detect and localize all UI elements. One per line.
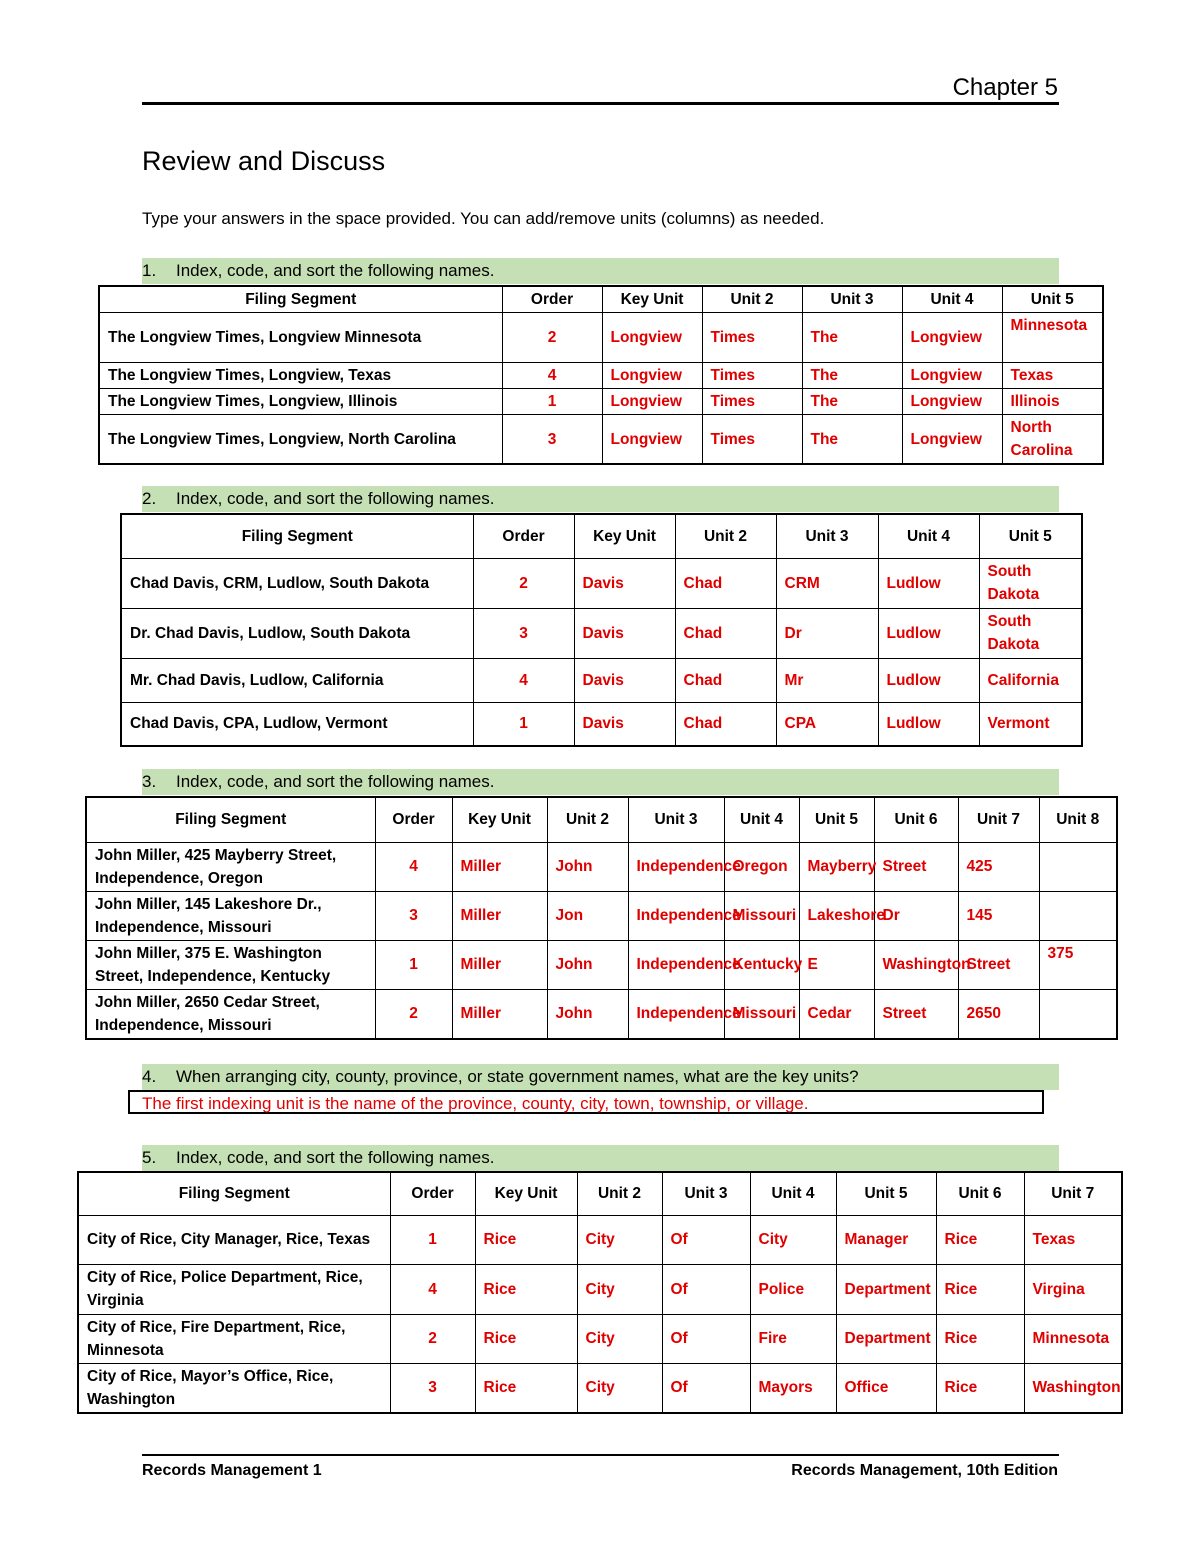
unit-cell[interactable]: Longview [602,363,702,389]
unit-cell[interactable]: Street [874,842,958,891]
unit-cell[interactable]: 375 [1039,940,1117,989]
unit-cell[interactable]: South Dakota [979,608,1082,658]
unit-cell[interactable]: Washington [1024,1363,1122,1413]
unit-cell[interactable]: City [577,1215,662,1264]
unit-cell[interactable]: Manager [836,1215,936,1264]
question-2-table [120,513,1083,747]
order-cell[interactable]: 3 [502,415,602,465]
order-cell[interactable]: 4 [390,1264,475,1314]
column-header: Key Unit [452,797,547,842]
filing-segment-cell: The Longview Times, Longview, Texas [99,363,502,389]
table-header-row [78,1172,1122,1215]
column-header: Unit 6 [874,797,958,842]
unit-cell[interactable]: Davis [574,658,675,702]
unit-cell[interactable] [1039,989,1117,1039]
column-header: Order [473,514,574,558]
unit-cell[interactable]: Missouri [724,989,799,1039]
filing-segment-cell: Chad Davis, CRM, Ludlow, South Dakota [121,558,473,608]
column-header: Unit 2 [675,514,776,558]
question-1-bar [142,258,1059,284]
page-title: Review and Discuss [142,146,386,176]
unit-cell[interactable]: Mayors [750,1363,836,1413]
chapter-label: Chapter 5 [952,74,1058,101]
column-header: Unit 4 [878,514,979,558]
unit-cell[interactable]: Rice [936,1314,1024,1363]
unit-cell[interactable]: City [577,1264,662,1314]
filing-segment-cell: Dr. Chad Davis, Ludlow, South Dakota [121,608,473,658]
unit-cell[interactable]: Of [662,1215,750,1264]
filing-segment-cell: Mr. Chad Davis, Ludlow, California [121,658,473,702]
order-cell[interactable]: 3 [473,608,574,658]
question-4-bar [142,1064,1059,1090]
order-cell[interactable]: 4 [502,363,602,389]
order-cell[interactable]: 2 [473,558,574,608]
table-row [99,313,1103,363]
filing-segment-cell: The Longview Times, Longview, Illinois [99,389,502,415]
unit-cell[interactable]: Of [662,1314,750,1363]
unit-cell[interactable]: 145 [958,891,1039,940]
unit-cell[interactable]: Texas [1002,363,1103,389]
question-3-table [85,796,1118,1040]
column-header: Unit 3 [802,286,902,313]
question-number: 5. [142,1148,157,1167]
table-row [86,891,1117,940]
filing-segment-cell: Chad Davis, CPA, Ludlow, Vermont [121,702,473,746]
order-cell[interactable]: 3 [375,891,452,940]
filing-segment-cell: City of Rice, Mayor’s Office, Rice, Washington [78,1363,390,1413]
unit-cell[interactable]: Fire [750,1314,836,1363]
unit-cell[interactable]: Of [662,1264,750,1314]
column-header: Order [502,286,602,313]
unit-cell[interactable]: The [802,389,902,415]
table-row [78,1215,1122,1264]
question-2-bar [142,486,1059,512]
question-prompt: Index, code, and sort the following names. [176,261,495,280]
unit-cell[interactable]: Miller [452,940,547,989]
filing-segment-cell: John Miller, 425 Mayberry Street, Independence, Oregon [86,842,375,891]
question-number: 2. [142,489,157,508]
unit-cell[interactable]: Lakeshore [799,891,874,940]
column-header: Unit 2 [577,1172,662,1215]
filing-segment-cell: City of Rice, Fire Department, Rice, Minnesota [78,1314,390,1363]
filing-segment-cell: The Longview Times, Longview Minnesota [99,313,502,363]
question-number: 1. [142,261,157,280]
footer-rule [142,1454,1059,1456]
column-header: Unit 4 [724,797,799,842]
column-header: Filing Segment [99,286,502,313]
unit-cell[interactable]: The [802,313,902,363]
table-row [78,1363,1122,1413]
unit-cell[interactable]: California [979,658,1082,702]
column-header: Unit 5 [979,514,1082,558]
unit-cell[interactable]: Rice [475,1264,577,1314]
column-header: Unit 2 [547,797,628,842]
unit-cell[interactable]: Minnesota [1002,313,1103,363]
column-header: Unit 6 [936,1172,1024,1215]
unit-cell[interactable]: Minnesota [1024,1314,1122,1363]
question-5-table [77,1171,1123,1414]
unit-cell[interactable]: CPA [776,702,878,746]
unit-cell[interactable]: Chad [675,608,776,658]
table-row [86,842,1117,891]
unit-cell[interactable]: Missouri [724,891,799,940]
unit-cell[interactable]: Independence [628,891,724,940]
question-prompt: Index, code, and sort the following names. [176,1148,495,1167]
unit-cell[interactable]: Department [836,1264,936,1314]
unit-cell[interactable]: Rice [475,1314,577,1363]
question-3-bar [142,769,1059,795]
footer-left: Records Management 1 [142,1462,322,1479]
table-row [86,989,1117,1039]
unit-cell[interactable]: Independence [628,989,724,1039]
table-row [121,608,1082,658]
column-header: Unit 5 [836,1172,936,1215]
unit-cell[interactable]: Longview [902,363,1002,389]
unit-cell[interactable]: Of [662,1363,750,1413]
unit-cell[interactable]: Ludlow [878,702,979,746]
column-header: Key Unit [475,1172,577,1215]
unit-cell[interactable]: Virgina [1024,1264,1122,1314]
unit-cell[interactable]: Times [702,415,802,465]
filing-segment-cell: City of Rice, City Manager, Rice, Texas [78,1215,390,1264]
unit-cell[interactable]: Longview [602,313,702,363]
unit-cell[interactable]: Texas [1024,1215,1122,1264]
unit-cell[interactable]: Illinois [1002,389,1103,415]
column-header: Unit 8 [1039,797,1117,842]
header-rule [142,102,1059,105]
filing-segment-cell: John Miller, 145 Lakeshore Dr., Independence, Missouri [86,891,375,940]
table-row [121,702,1082,746]
table-header-row [121,514,1082,558]
order-cell[interactable]: 2 [502,313,602,363]
column-header: Filing Segment [86,797,375,842]
question-prompt: Index, code, and sort the following names. [176,489,495,508]
unit-cell[interactable]: City [750,1215,836,1264]
column-header: Key Unit [602,286,702,313]
order-cell[interactable]: 2 [390,1314,475,1363]
unit-cell[interactable]: Miller [452,891,547,940]
question-4-answer[interactable]: The first indexing unit is the name of the province, county, city, town, township, or village. [128,1090,1044,1114]
table-row [121,658,1082,702]
column-header: Filing Segment [121,514,473,558]
unit-cell[interactable]: The [802,363,902,389]
unit-cell[interactable]: Office [836,1363,936,1413]
column-header: Unit 5 [1002,286,1103,313]
unit-cell[interactable]: Miller [452,989,547,1039]
unit-cell[interactable]: Longview [902,415,1002,465]
unit-cell[interactable]: Chad [675,702,776,746]
table-row [99,389,1103,415]
unit-cell[interactable] [1039,842,1117,891]
table-header-row [86,797,1117,842]
column-header: Order [390,1172,475,1215]
footer-right: Records Management, 10th Edition [791,1462,1058,1479]
table-row [86,940,1117,989]
question-prompt: Index, code, and sort the following names. [176,772,495,791]
unit-cell[interactable]: John [547,989,628,1039]
unit-cell[interactable]: Miller [452,842,547,891]
column-header: Unit 7 [1024,1172,1122,1215]
filing-segment-cell: The Longview Times, Longview, North Carolina [99,415,502,465]
table-row [78,1264,1122,1314]
order-cell[interactable]: 2 [375,989,452,1039]
unit-cell[interactable]: Longview [902,389,1002,415]
unit-cell[interactable]: John [547,940,628,989]
order-cell[interactable]: 3 [390,1363,475,1413]
column-header: Unit 3 [628,797,724,842]
column-header: Filing Segment [78,1172,390,1215]
unit-cell[interactable]: Police [750,1264,836,1314]
unit-cell[interactable]: Rice [936,1363,1024,1413]
instructions: Type your answers in the space provided. You can add/remove units (columns) as needed. [142,209,825,228]
unit-cell[interactable]: Chad [675,558,776,608]
unit-cell[interactable]: Rice [475,1215,577,1264]
column-header: Order [375,797,452,842]
column-header: Unit 2 [702,286,802,313]
unit-cell[interactable]: CRM [776,558,878,608]
filing-segment-cell: City of Rice, Police Department, Rice, Virginia [78,1264,390,1314]
unit-cell[interactable]: Davis [574,558,675,608]
unit-cell[interactable]: North Carolina [1002,415,1103,465]
column-header: Unit 4 [750,1172,836,1215]
order-cell[interactable]: 1 [375,940,452,989]
table-header-row [99,286,1103,313]
order-cell[interactable]: 1 [390,1215,475,1264]
question-prompt: When arranging city, county, province, or state government names, what are the key units? [176,1067,859,1086]
filing-segment-cell: John Miller, 2650 Cedar Street, Independence, Missouri [86,989,375,1039]
column-header: Unit 7 [958,797,1039,842]
order-cell[interactable]: 1 [502,389,602,415]
order-cell[interactable]: 1 [473,702,574,746]
unit-cell[interactable]: Rice [475,1363,577,1413]
unit-cell[interactable]: Vermont [979,702,1082,746]
table-row [99,415,1103,465]
unit-cell[interactable]: Department [836,1314,936,1363]
unit-cell[interactable]: Davis [574,608,675,658]
unit-cell[interactable]: Times [702,389,802,415]
question-1-table [98,285,1104,465]
unit-cell[interactable]: Street [958,940,1039,989]
order-cell[interactable]: 4 [375,842,452,891]
unit-cell[interactable]: Kentucky [724,940,799,989]
unit-cell[interactable]: Dr [776,608,878,658]
table-row [121,558,1082,608]
unit-cell[interactable]: Independence [628,940,724,989]
unit-cell[interactable]: Rice [936,1264,1024,1314]
unit-cell[interactable]: Cedar [799,989,874,1039]
question-number: 4. [142,1067,157,1086]
unit-cell[interactable]: Davis [574,702,675,746]
unit-cell[interactable]: Longview [602,415,702,465]
unit-cell[interactable]: Jon [547,891,628,940]
column-header: Unit 3 [662,1172,750,1215]
column-header: Unit 4 [902,286,1002,313]
column-header: Key Unit [574,514,675,558]
question-5-bar [142,1145,1059,1171]
unit-cell[interactable]: Times [702,313,802,363]
table-row [99,363,1103,389]
unit-cell[interactable]: 425 [958,842,1039,891]
unit-cell[interactable]: Street [874,989,958,1039]
question-number: 3. [142,772,157,791]
unit-cell[interactable]: Rice [936,1215,1024,1264]
unit-cell[interactable]: Ludlow [878,658,979,702]
unit-cell[interactable]: The [802,415,902,465]
table-row [78,1314,1122,1363]
unit-cell[interactable]: Mayberry [799,842,874,891]
column-header: Unit 3 [776,514,878,558]
unit-cell[interactable]: City [577,1363,662,1413]
unit-cell[interactable]: Oregon [724,842,799,891]
unit-cell[interactable]: Ludlow [878,608,979,658]
unit-cell[interactable]: Mr [776,658,878,702]
unit-cell[interactable]: E [799,940,874,989]
filing-segment-cell: John Miller, 375 E. Washington Street, Independence, Kentucky [86,940,375,989]
unit-cell[interactable]: Dr [874,891,958,940]
unit-cell[interactable]: Longview [902,313,1002,363]
unit-cell[interactable]: Times [702,363,802,389]
unit-cell[interactable]: Longview [602,389,702,415]
unit-cell[interactable]: Washington [874,940,958,989]
unit-cell[interactable]: Independence [628,842,724,891]
unit-cell[interactable]: John [547,842,628,891]
unit-cell[interactable]: City [577,1314,662,1363]
column-header: Unit 5 [799,797,874,842]
order-cell[interactable]: 4 [473,658,574,702]
unit-cell[interactable]: South Dakota [979,558,1082,608]
unit-cell[interactable]: 2650 [958,989,1039,1039]
unit-cell[interactable] [1039,891,1117,940]
unit-cell[interactable]: Ludlow [878,558,979,608]
unit-cell[interactable]: Chad [675,658,776,702]
